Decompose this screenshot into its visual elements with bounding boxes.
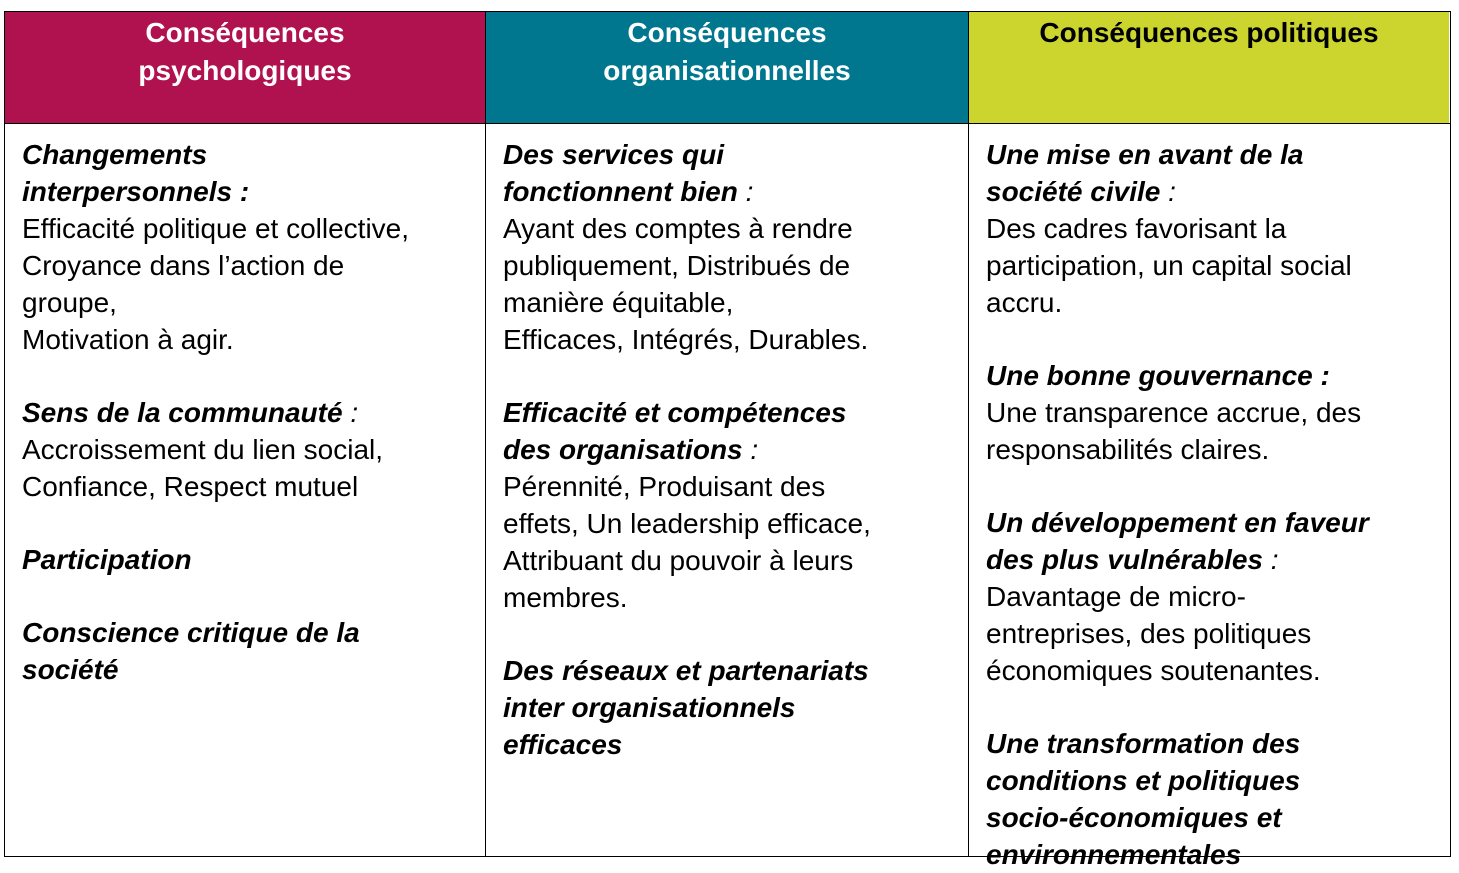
section-title-line: [986, 541, 1449, 578]
section-text: membres.: [503, 582, 628, 613]
header-politiques-line1: Conséquences politiques: [1039, 17, 1379, 48]
section-title: Participation: [22, 544, 192, 575]
section-title: des plus vulnérables: [986, 544, 1263, 575]
header-organisationnelles: [486, 12, 969, 123]
header-psychologiques: [5, 12, 486, 123]
section-text: Attribuant du pouvoir à leurs: [503, 545, 854, 576]
section-title: inter organisationnels: [503, 692, 796, 723]
section-text: Efficacité politique et collective,: [22, 213, 410, 244]
table-header-row: [5, 12, 1450, 124]
section-title: Conscience critique de la: [22, 617, 360, 648]
section-title: société civile: [986, 176, 1161, 207]
section-text: responsabilités claires.: [986, 434, 1270, 465]
section-title: Changements: [22, 139, 208, 170]
section-text: Croyance dans l’action de: [22, 250, 345, 281]
header-organisationnelles-line2: organisationnelles: [603, 55, 851, 86]
table-body-row: [5, 123, 1450, 870]
section-text: Motivation à agir.: [22, 324, 234, 355]
section-title: Des services qui: [503, 139, 725, 170]
section-title: interpersonnels :: [22, 176, 250, 207]
section-text: effets, Un leadership efficace,: [503, 508, 871, 539]
section-title: Sens de la communauté: [22, 397, 343, 428]
section-text: Des cadres favorisant la: [986, 213, 1287, 244]
section-title: conditions et politiques: [986, 765, 1301, 796]
section-title-line: [503, 173, 968, 210]
section-title-line: [503, 431, 968, 468]
section-text: accru.: [986, 287, 1063, 318]
section-title: Une bonne gouvernance :: [986, 360, 1330, 391]
section-text: groupe,: [22, 287, 117, 318]
section-colon: :: [1263, 544, 1279, 575]
section-title: Une mise en avant de la: [986, 139, 1304, 170]
section-text: économiques soutenantes.: [986, 655, 1321, 686]
header-psychologiques-line1: Conséquences: [145, 17, 345, 48]
section-title: environnementales: [986, 839, 1242, 870]
section-text: entreprises, des politiques: [986, 618, 1312, 649]
section-colon: :: [1160, 176, 1176, 207]
section-text: Une transparence accrue, des: [986, 397, 1362, 428]
section-title-line: [986, 173, 1449, 210]
section-colon: :: [342, 397, 359, 428]
consequences-table: [4, 11, 1451, 870]
section-title-line: [22, 394, 485, 431]
section-text: Ayant des comptes à rendre: [503, 213, 853, 244]
section-title: Des réseaux et partenariats: [503, 655, 869, 686]
section-title: Un développement en faveur: [986, 507, 1369, 538]
section-text: Confiance, Respect mutuel: [22, 471, 359, 502]
section-text: manière équitable,: [503, 287, 734, 318]
cell-organisationnelles: [486, 123, 969, 856]
section-text: Pérennité, Produisant des: [503, 471, 826, 502]
section-title: Une transformation des: [986, 728, 1301, 759]
header-organisationnelles-line1: Conséquences: [627, 17, 827, 48]
section-title: Efficacité et compétences: [503, 397, 847, 428]
section-text: Davantage de micro-: [986, 581, 1246, 612]
section-text: publiquement, Distribués de: [503, 250, 851, 281]
section-title: des organisations: [503, 434, 743, 465]
section-title: efficaces: [503, 729, 623, 760]
cell-politiques: [969, 123, 1449, 870]
section-title: socio-économiques et: [986, 802, 1282, 833]
section-text: participation, un capital social: [986, 250, 1352, 281]
section-colon: :: [737, 176, 754, 207]
cell-psychologiques: [5, 123, 486, 856]
header-psychologiques-line2: psychologiques: [138, 55, 352, 86]
header-politiques: [969, 12, 1449, 123]
section-text: Accroissement du lien social,: [22, 434, 384, 465]
section-title: société: [22, 654, 119, 685]
section-colon: :: [742, 434, 759, 465]
section-text: Efficaces, Intégrés, Durables.: [503, 324, 869, 355]
section-title: fonctionnent bien: [503, 176, 738, 207]
